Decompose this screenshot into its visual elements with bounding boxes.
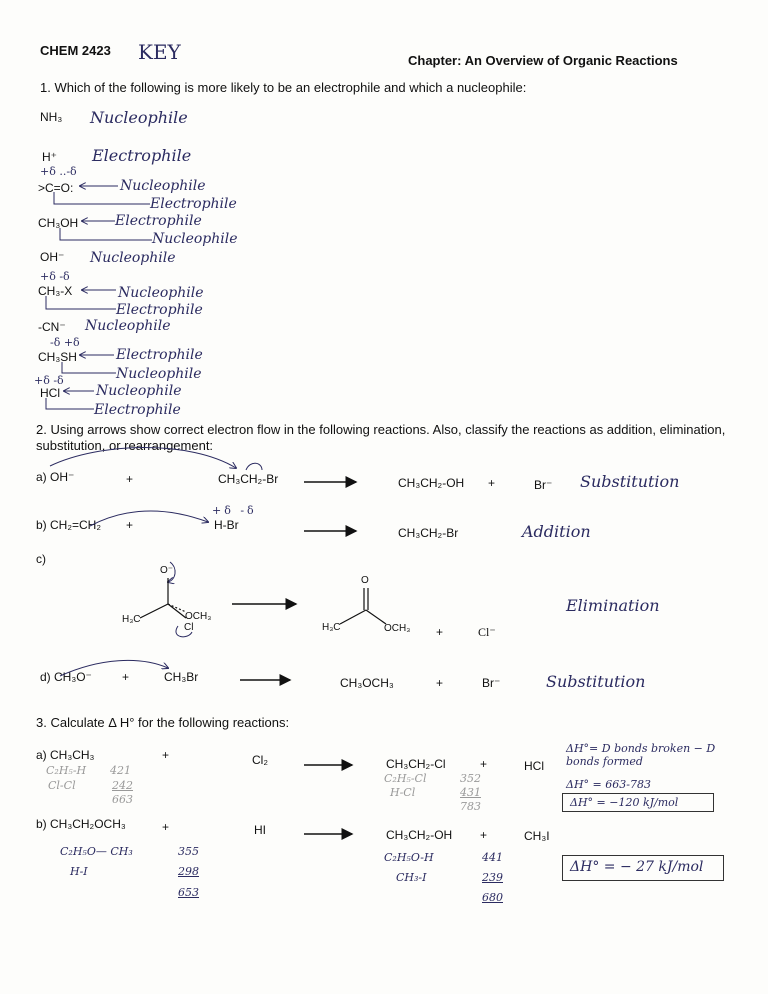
q3b-broken-bond-1: C₂H₅O— CH₃	[60, 845, 133, 858]
q2-reaction-arrows	[232, 482, 356, 680]
q1-ch3sh-answer-2: Nucleophile	[116, 366, 202, 382]
q3b-formed-bond-2: CH₃-I	[396, 871, 427, 884]
q2c-label: c)	[36, 552, 46, 566]
q2c-sm-methyl: H₃C	[122, 614, 141, 625]
q1-hydroxide: OH⁻	[40, 250, 65, 264]
q3b-answer: ΔH° = − 27 kJ/mol	[570, 859, 704, 875]
q1-h-plus-answer: Electrophile	[92, 146, 192, 165]
q1-co-charges: +δ ..-δ	[40, 165, 77, 178]
q2b-plus: +	[126, 518, 134, 532]
q3a-plus: +	[162, 748, 170, 762]
q2d-reagent: CH₃Br	[164, 670, 199, 684]
q1-pointer-arrows	[46, 186, 152, 409]
q1-ch3sh-charges: -δ +δ	[50, 336, 80, 349]
q3b-formed-bond-1: C₂H₅O-H	[384, 851, 434, 864]
q2c-plus: +	[436, 625, 444, 639]
q3b-broken-value-2: 298	[178, 865, 199, 878]
q1-methanol-answer-1: Electrophile	[115, 213, 202, 229]
q1-nh3: NH₃	[40, 110, 63, 124]
q2d-plus-2: +	[436, 676, 444, 690]
q3a-product-1: CH₃CH₂-Cl	[386, 757, 446, 771]
q3b-label: b) CH₃CH₂OCH₃	[36, 817, 126, 831]
q3a-calc: ΔH° = 663-783	[566, 778, 651, 791]
q3b-broken-bond-2: H-I	[70, 865, 88, 878]
q3b-product-1: CH₃CH₂-OH	[386, 828, 453, 842]
q3b-formed-value-1: 441	[482, 851, 503, 864]
q3a-broken-bond-1: C₂H₅-H	[46, 764, 87, 777]
q3b-formed-total: 680	[482, 891, 503, 904]
q1-ch3sh: CH₃SH	[38, 350, 77, 364]
q2c-p-oxygen: O	[361, 575, 369, 586]
q2d-product-2: Br⁻	[482, 676, 501, 690]
q2a-reagent: CH₃CH₂-Br	[218, 472, 279, 486]
q1-nh3-answer: Nucleophile	[90, 108, 188, 127]
q3a-formed-bond-1: C₂H₅-Cl	[384, 772, 427, 785]
q1-methanol-answer-2: Nucleophile	[152, 231, 238, 247]
q3a-formed-bond-2: H-Cl	[390, 786, 416, 799]
q3b-reagent: HI	[254, 823, 266, 837]
q2b-charges: +δ -δ	[212, 504, 257, 517]
q2a-plus-2: +	[488, 476, 496, 490]
q3b-formed-value-2: 239	[482, 871, 503, 884]
q3a-label: a) CH₃CH₃	[36, 748, 95, 762]
q3a-formula: ΔH°= D bonds broken − D bonds formed	[566, 742, 716, 768]
q1-hcl-answer-1: Nucleophile	[96, 383, 182, 399]
q3b-plus: +	[162, 820, 170, 834]
q1-ch3x-charges: +δ -δ	[40, 270, 70, 283]
q1-ch3x: CH₃-X	[38, 284, 73, 298]
q3a-broken-total: 663	[112, 793, 133, 806]
q3-reaction-arrows	[304, 765, 352, 834]
q2c-type: Elimination	[566, 596, 660, 615]
q1-hcl-answer-2: Electrophile	[94, 402, 181, 418]
q2a-type: Substitution	[580, 472, 680, 491]
q2a-plus: +	[126, 472, 134, 486]
q3b-broken-total: 653	[178, 886, 199, 899]
q2c-sm-methoxy: OCH₃	[185, 611, 212, 622]
q3a-reagent: Cl₂	[252, 753, 268, 767]
q1-cyanide-answer: Nucleophile	[85, 318, 171, 334]
q3-prompt: 3. Calculate Δ H° for the following reactions:	[36, 715, 290, 730]
q3a-answer: ΔH° = −120 kJ/mol	[570, 796, 679, 809]
q2b-product: CH₃CH₂-Br	[398, 526, 459, 540]
q3a-broken-value-2: 242	[112, 779, 133, 792]
q3a-broken-bond-2: Cl-Cl	[48, 779, 76, 792]
q3a-formed-value-2: 431	[460, 786, 481, 799]
q2a-product-2: Br⁻	[534, 478, 553, 492]
q3a-product-2: HCl	[524, 759, 544, 773]
q2-electron-flow-arrows	[50, 448, 262, 677]
q2d-label: d) CH₃O⁻	[40, 670, 92, 684]
q2b-reagent: H-Br	[214, 518, 239, 532]
q1-ch3x-answer-1: Nucleophile	[118, 285, 204, 301]
q1-h-plus: H⁺	[42, 150, 57, 164]
q2d-product-1: CH₃OCH₃	[340, 676, 394, 690]
q2c-p-methyl: H₃C	[322, 622, 341, 633]
q3a-plus-2: +	[480, 757, 488, 771]
q2c-sm-oxide: O⁻	[160, 565, 174, 576]
q2d-type: Substitution	[546, 672, 646, 691]
q1-methanol: CH₃OH	[38, 216, 79, 230]
q1-ch3x-answer-2: Electrophile	[116, 302, 203, 318]
q3a-formed-total: 783	[460, 800, 481, 813]
q2a-label: a) OH⁻	[36, 470, 75, 484]
q1-hcl-charges: +δ -δ	[34, 374, 64, 387]
q1-carbonyl-answer-2: Electrophile	[150, 196, 237, 212]
key-label: KEY	[138, 40, 181, 64]
q3b-broken-value-1: 355	[178, 845, 199, 858]
q3b-product-2: CH₃I	[524, 829, 550, 843]
q2a-product-1: CH₃CH₂-OH	[398, 476, 465, 490]
q3a-broken-value-1: 421	[110, 764, 131, 777]
q3b-plus-2: +	[480, 828, 488, 842]
q3a-formed-value-1: 352	[460, 772, 481, 785]
q2c-structures	[140, 578, 386, 624]
q2b-label: b) CH₂=CH₂	[36, 518, 101, 532]
course-code: CHEM 2423	[40, 43, 111, 58]
q2b-type: Addition	[522, 522, 591, 541]
q1-carbonyl: >C=O:	[38, 181, 74, 195]
q1-hcl: HCl	[40, 386, 60, 400]
q1-cyanide: -CN⁻	[38, 320, 66, 334]
q2c-sm-chloro: Cl	[184, 622, 194, 633]
q1-hydroxide-answer: Nucleophile	[90, 250, 176, 266]
q2c-p-methoxy: OCH₃	[384, 623, 411, 634]
q2d-plus: +	[122, 670, 130, 684]
q1-carbonyl-answer-1: Nucleophile	[120, 178, 206, 194]
q2-prompt: 2. Using arrows show correct electron flow in the following reactions. Also, classify the reactions as addition, elimination, substitution, or rearrangement:	[36, 422, 726, 453]
q1-prompt: 1. Which of the following is more likely to be an electrophile and which a nucleophile:	[40, 80, 527, 95]
q1-ch3sh-answer-1: Electrophile	[116, 347, 203, 363]
chapter-title: Chapter: An Overview of Organic Reactions	[408, 53, 678, 68]
q2c-product-2: Cl⁻	[478, 625, 496, 639]
